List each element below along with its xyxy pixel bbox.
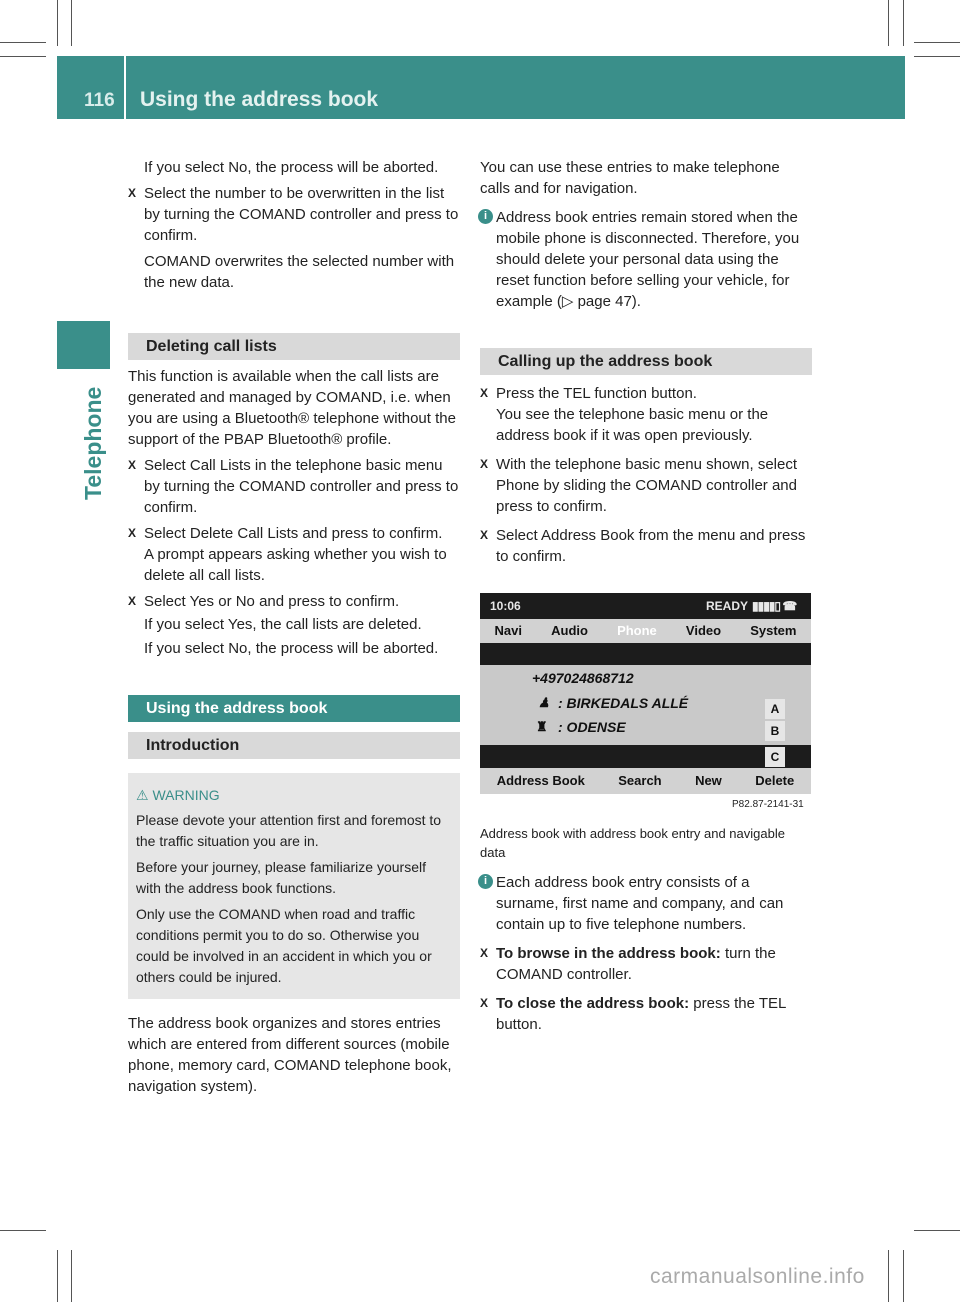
step: X Select Call Lists in the telephone basic menu by turning the COMAND controller and press to confirm. <box>128 455 460 518</box>
building-icon: ♜ <box>536 719 548 734</box>
new-tab[interactable]: New <box>695 773 722 788</box>
subheading-intro: Introduction <box>128 732 460 759</box>
step: X With the telephone basic menu shown, select Phone by sliding the COMAND controller and press to confirm. <box>480 454 812 517</box>
left-column <box>128 157 460 1102</box>
menu-audio[interactable]: Audio <box>551 623 588 638</box>
paragraph: You see the telephone basic menu or the address book if it was open previously. <box>496 406 769 444</box>
status-bar <box>480 593 811 619</box>
bottom-menu <box>480 768 811 794</box>
figure-code: P82.87-2141-31 <box>732 799 804 810</box>
warning-text: Only use the COMAND when road and traffic conditions permit you to do so. Otherwise you could be involved in an accident in which you or others could be injured. <box>136 906 432 985</box>
warning-icon: ⚠ <box>136 787 149 803</box>
clock: 10:06 <box>490 599 521 613</box>
info-note <box>480 872 812 935</box>
warning-text: Before your journey, please familiarize yourself with the address book functions. <box>136 859 426 896</box>
signal-icon: ▮▮▮▮▯ ☎ <box>752 599 797 613</box>
right-column-bottom <box>480 872 812 1040</box>
crop-mark <box>0 56 46 57</box>
chapter-label: Telephone <box>80 386 106 500</box>
step: X Select Delete Call Lists and press to confirm. <box>128 523 460 544</box>
header-divider <box>124 56 126 119</box>
info-text: Each address book entry consists of a surname, first name and company, and can contain up to five telephone numbers. <box>496 874 784 933</box>
step-text: turn the COMAND controller. <box>496 945 776 983</box>
step <box>480 993 812 1035</box>
paragraph: A prompt appears asking whether you wish to delete all call lists. <box>144 546 447 584</box>
paragraph: COMAND overwrites the selected number with the new data. <box>144 253 455 291</box>
paragraph: This function is available when the call lists are generated and managed by COMAND, i.e. when you are using a Bluetooth® telephone without the support of the PBAP Bluetooth® profile. <box>128 368 456 448</box>
section-heading: Using the address book <box>128 695 460 722</box>
step: X Select the number to be overwritten in the list by turning the COMAND controller and press to confirm. <box>128 183 460 246</box>
address-entry <box>480 643 811 768</box>
letter-c[interactable]: C <box>765 747 785 767</box>
delete-tab[interactable]: Delete <box>755 773 795 788</box>
paragraph: The address book organizes and stores entries which are entered from different sources (mobile phone, memory card, COMAND telephone book, navigation system). <box>128 1015 452 1095</box>
crop-mark <box>57 0 58 46</box>
info-text: Address book entries remain stored when the mobile phone is disconnected. Therefore, you should delete your personal data using the reset function before selling your vehicle, for example (▷ page 47). <box>496 209 800 310</box>
comand-screen <box>480 593 811 794</box>
crop-mark <box>0 1230 46 1231</box>
crop-mark <box>888 1250 889 1302</box>
row-band <box>480 745 811 768</box>
crop-mark <box>914 56 960 57</box>
step: X Select Yes or No and press to confirm. <box>128 591 460 612</box>
crop-mark <box>903 0 904 46</box>
paragraph: You can use these entries to make telephone calls and for navigation. <box>480 159 780 197</box>
subheading-deleting: Deleting call lists <box>128 333 460 360</box>
page-title: Using the address book <box>140 88 379 111</box>
figure-caption: Address book with address book entry and navigable data <box>480 826 785 860</box>
warning-title <box>136 785 452 806</box>
warning-box <box>128 773 460 999</box>
crop-mark <box>0 42 46 43</box>
subheading-calling: Calling up the address book <box>480 348 812 375</box>
menu-phone[interactable]: Phone <box>617 623 657 638</box>
warning-text: Please devote your attention first and foremost to the traffic situation you are in. <box>136 812 442 849</box>
page-number: 116 <box>84 90 115 111</box>
crop-mark <box>903 1250 904 1302</box>
paragraph: If you select Yes, the call lists are deleted. <box>144 616 422 633</box>
menu-video[interactable]: Video <box>685 623 722 638</box>
info-note <box>480 207 812 312</box>
row-band <box>480 643 811 665</box>
ready-status: READY <box>706 599 749 613</box>
step <box>480 943 812 985</box>
crop-mark <box>888 0 889 46</box>
paragraph: If you select No, the process will be aborted. <box>144 640 439 657</box>
info-icon: i <box>478 209 493 224</box>
menu-navi[interactable]: Navi <box>494 623 523 638</box>
step-label: To browse in the address book: <box>496 945 721 962</box>
city-entry[interactable]: : ODENSE <box>558 719 626 735</box>
chapter-tab <box>57 321 110 369</box>
person-icon: ♟ <box>538 695 550 710</box>
info-icon: i <box>478 874 493 889</box>
crop-mark <box>71 0 72 46</box>
paragraph: If you select No, the process will be aborted. <box>144 159 439 176</box>
step-text: press the TEL button. <box>496 995 786 1033</box>
crop-mark <box>71 1250 72 1302</box>
step: X Select Address Book from the menu and press to confirm. <box>480 525 812 567</box>
step: X Press the TEL function button. <box>480 383 812 404</box>
crop-mark <box>914 42 960 43</box>
address-book-tab[interactable]: Address Book <box>496 773 585 788</box>
crop-mark <box>914 1230 960 1231</box>
step-label: To close the address book: <box>496 995 690 1012</box>
search-tab[interactable]: Search <box>618 773 662 788</box>
warning-label: WARNING <box>152 787 220 803</box>
street-entry[interactable]: : BIRKEDALS ALLÉ <box>558 695 689 711</box>
main-menu <box>480 619 811 643</box>
menu-system[interactable]: System <box>750 623 797 638</box>
phone-number[interactable]: +497024868712 <box>532 670 634 686</box>
letter-b[interactable]: B <box>765 721 785 741</box>
right-column-top <box>480 157 812 572</box>
watermark: carmanualsonline.info <box>650 1265 865 1288</box>
crop-mark <box>57 1250 58 1302</box>
letter-a[interactable]: A <box>765 699 785 719</box>
